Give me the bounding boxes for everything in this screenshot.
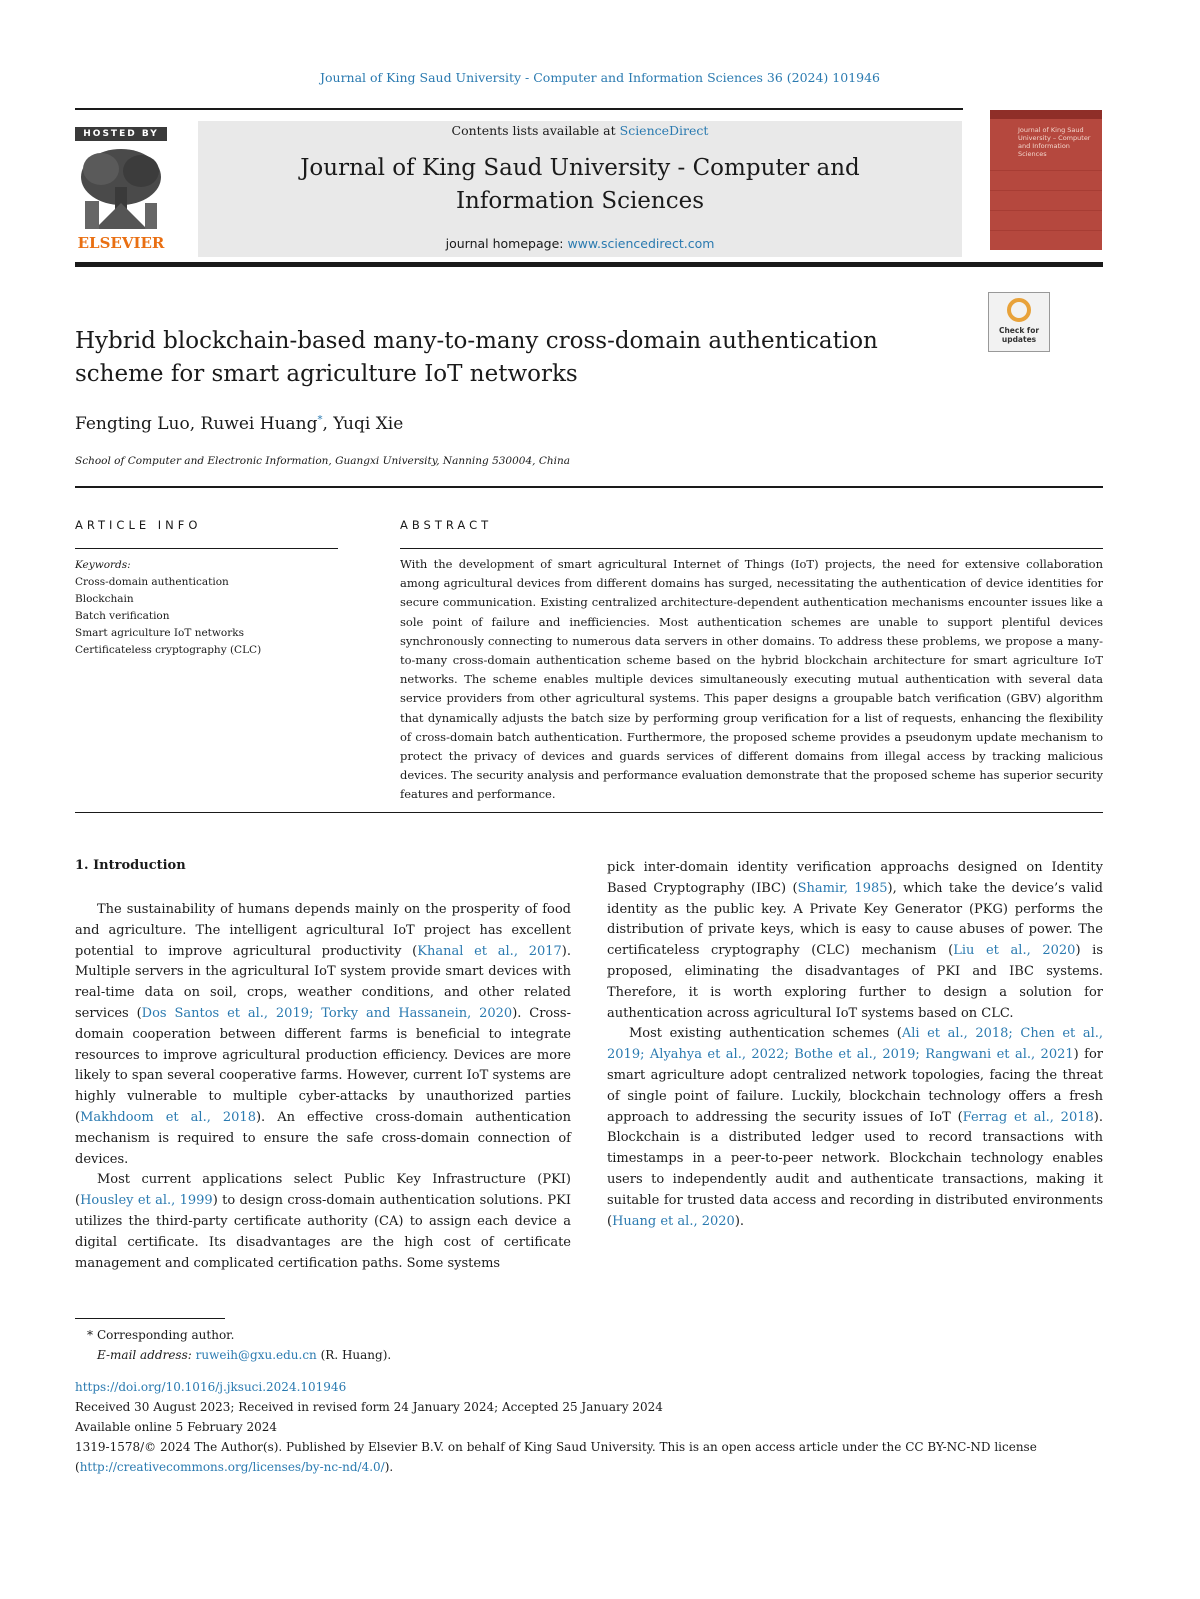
- abstract-text: With the development of smart agricultural Internet of Things (IoT) projects, the need for extensive collaboration among agricultural devices from different domains has surged, necessitating the authentication of device identities for secure communication. Existing centralized architecture-dependent authentication mechanisms encounter issues like a sole point of failure and inefficiencies. Most authentication schemes are unable to support plentiful devices synchronously connecting to numerous data servers in other domains. To address these problems, we propose a many-to-many cross-domain authentication scheme based on the hybrid blockchain architecture for smart agriculture IoT networks. The scheme enables multiple devices simultaneously executing mutual authentication with several data service providers from other agricultural systems. This paper designs a groupable batch verification (GBV) algorithm that dynamically adjusts the batch size by performing group verification for a list of requests, enhancing the flexibility of cross-domain batch authentication. Furthermore, the proposed scheme provides a pseudonym update mechanism to protect the privacy of devices and guards services of different domains from illegal access by tracking malicious devices. The security analysis and performance evaluation demonstrate that the proposed scheme has superior security features and performance.: [400, 557, 1103, 802]
- hosted-by-label: HOSTED BY: [75, 127, 167, 141]
- license-link[interactable]: http://creativecommons.org/licenses/by-nc-nd/4.0/: [79, 1460, 385, 1474]
- citation-link[interactable]: Dos Santos et al., 2019; Torky and Hassanein, 2020: [141, 1005, 513, 1021]
- footnote-corresponding-text: Corresponding author.: [97, 1328, 235, 1342]
- keyword: Certificateless cryptography (CLC): [75, 644, 262, 656]
- corresponding-author-mark[interactable]: *: [317, 414, 323, 426]
- citation-link[interactable]: Makhdoom et al., 2018: [80, 1109, 256, 1125]
- citation-link[interactable]: Shamir, 1985: [797, 880, 888, 896]
- paragraph: The sustainability of humans depends mainly on the prosperity of food and agriculture. The intelligent agricultural IoT project has excellent potential to improve agricultural productivity (Khanal et al., 2017). Multiple servers in the agricultural IoT system provide smart devices with real-time data on soil, crops, weather conditions, and other related services (Dos Santos et al., 2019; Torky and Hassanein, 2020). Cross-domain cooperation between different farms is beneficial to integrate resources to improve agricultural production efficiency. Devices are more likely to span several cooperative farms. However, current IoT systems are highly vulnerable to multiple cyber-attacks by unauthorized parties (Makhdoom et al., 2018). An effective cross-domain authentication mechanism is required to ensure the safe cross-domain connection of devices.: [75, 902, 572, 1167]
- journal-cover-thumbnail[interactable]: [990, 110, 1102, 250]
- abstract-label-rule: [400, 548, 1103, 549]
- section-heading-introduction: 1. Introduction: [75, 858, 186, 873]
- email-link[interactable]: ruweih@gxu.edu.cn: [195, 1348, 317, 1362]
- citation-link[interactable]: Housley et al., 1999: [80, 1193, 213, 1209]
- body-column-right: [607, 858, 1103, 1232]
- article-title: [75, 325, 935, 391]
- abstract-label: ABSTRACT: [400, 518, 493, 532]
- check-for-updates-badge[interactable]: [988, 292, 1050, 352]
- footnote: [75, 1325, 391, 1365]
- journal-name: [198, 152, 962, 218]
- elsevier-logo-word: ELSEVIER: [77, 234, 165, 252]
- journal-name-line1: Journal of King Saud University - Computer and: [300, 155, 860, 181]
- authors: [75, 414, 403, 434]
- cover-stripe: [990, 230, 1102, 231]
- keywords-block: [75, 557, 337, 659]
- header-top-rule: [75, 108, 963, 110]
- paragraph: pick inter-domain identity verification approachs designed on Identity Based Cryptography (IBC) (Shamir, 1985), which take the device’s valid identity as the public key. A Private Key Generator (PKG) performs the distribution of private keys, which is easy to cause abuses of power. The certificateless cryptography (CLC) mechanism (Liu et al., 2020) is proposed, eliminating the disadvantages of PKI and IBC systems. Therefore, it is worth exploring further to design a solution for authentication across agricultural IoT systems based on CLC.: [607, 860, 1104, 1021]
- cover-stripe: [990, 170, 1102, 171]
- paragraph: Most existing authentication schemes (Ali et al., 2018; Chen et al., 2019; Alyahya et al., 2022; Bothe et al., 2019; Rangwani et al., 2021) for smart agriculture adopt centralized network topologies, facing the threat of single point of failure. Luckily, blockchain technology offers a fresh approach to addressing the security issues of IoT (Ferrag et al., 2018). Blockchain is a distributed ledger used to record transactions with timestamps in a peer-to-peer network. Blockchain technology enables users to independently audit and authenticate transactions, making it suitable for trusted data access and recording in distributed environments (Huang et al., 2020).: [607, 1026, 1103, 1229]
- affiliation: School of Computer and Electronic Information, Guangxi University, Nanning 530004, China: [75, 455, 571, 467]
- article-info-label: ARTICLE INFO: [75, 518, 202, 532]
- article-title-line1: Hybrid blockchain-based many-to-many cross-domain authentication: [75, 328, 878, 354]
- abstract-bottom-rule: [75, 812, 1103, 813]
- contents-prefix: Contents lists available at: [451, 123, 620, 138]
- crossmark-text: Check for updates: [998, 326, 1040, 344]
- doi-link[interactable]: https://doi.org/10.1016/j.jksuci.2024.101946: [75, 1380, 347, 1394]
- cover-stripe: [990, 190, 1102, 191]
- keywords-heading: Keywords:: [75, 559, 131, 571]
- homepage-link[interactable]: www.sciencedirect.com: [567, 236, 715, 251]
- email-suffix: (R. Huang).: [316, 1348, 392, 1362]
- authors-names: Fengting Luo, Ruwei Huang: [75, 414, 318, 434]
- homepage-prefix: journal homepage:: [445, 236, 568, 251]
- keyword: Smart agriculture IoT networks: [75, 627, 244, 639]
- elsevier-tree-logo: [75, 143, 167, 235]
- citation-link[interactable]: Ali et al., 2018; Chen et al., 2019; Alyahya et al., 2022; Bothe et al., 2019; Rangwani et al., 2021: [607, 1026, 1103, 1063]
- info-label-rule: [75, 548, 338, 549]
- contents-line: [198, 123, 962, 138]
- journal-name-line2: Information Sciences: [455, 188, 705, 214]
- license-open-paren: (: [75, 1460, 80, 1474]
- footnote-email: [75, 1345, 391, 1365]
- article-title-line2: scheme for smart agriculture IoT networks: [75, 361, 578, 387]
- cover-title: Journal of King Saud University – Computer and Information Sciences: [1018, 126, 1091, 158]
- front-matter: [75, 1377, 1105, 1477]
- footnote-rule: [75, 1318, 225, 1319]
- footnote-corresponding: [75, 1325, 391, 1345]
- available-online: Available online 5 February 2024: [75, 1420, 278, 1434]
- footnote-mark: *: [87, 1328, 93, 1342]
- authors-names-rest: , Yuqi Xie: [322, 414, 404, 434]
- received-dates: Received 30 August 2023; Received in revised form 24 January 2024; Accepted 25 January 2024: [75, 1400, 663, 1414]
- info-top-rule: [75, 486, 1103, 488]
- license-link-line: [75, 1457, 1105, 1477]
- body-column-left: [75, 900, 571, 1274]
- citation-link[interactable]: Ferrag et al., 2018: [962, 1109, 1094, 1125]
- running-head[interactable]: Journal of King Saud University - Computer and Information Sciences 36 (2024) 101946: [319, 70, 881, 85]
- crossmark-icon: [1007, 298, 1031, 322]
- homepage-line: [198, 236, 962, 251]
- cover-band: [990, 110, 1102, 119]
- keyword: Blockchain: [75, 593, 134, 605]
- header-thick-rule: [75, 262, 1103, 267]
- sciencedirect-link[interactable]: ScienceDirect: [619, 123, 709, 138]
- keyword: Cross-domain authentication: [75, 576, 229, 588]
- citation-link[interactable]: Huang et al., 2020: [612, 1213, 735, 1229]
- citation-link[interactable]: Liu et al., 2020: [953, 943, 1076, 959]
- paragraph: Most current applications select Public Key Infrastructure (PKI) (Housley et al., 1999) to design cross-domain authentication solutions. PKI utilizes the third-party certificate authority (CA) to assign each device a digital certificate. Its disadvantages are the high cost of certificate management and complicated certification paths. Some systems: [75, 1172, 571, 1271]
- keyword: Batch verification: [75, 610, 170, 622]
- cover-stripe: [990, 210, 1102, 211]
- license-text: 1319-1578/© 2024 The Author(s). Published by Elsevier B.V. on behalf of King Saud University. This is an open access article under the CC BY-NC-ND license: [75, 1440, 1037, 1454]
- license-close-paren: ).: [384, 1460, 394, 1474]
- email-label: E-mail address:: [97, 1348, 192, 1362]
- citation-link[interactable]: Khanal et al., 2017: [417, 943, 562, 959]
